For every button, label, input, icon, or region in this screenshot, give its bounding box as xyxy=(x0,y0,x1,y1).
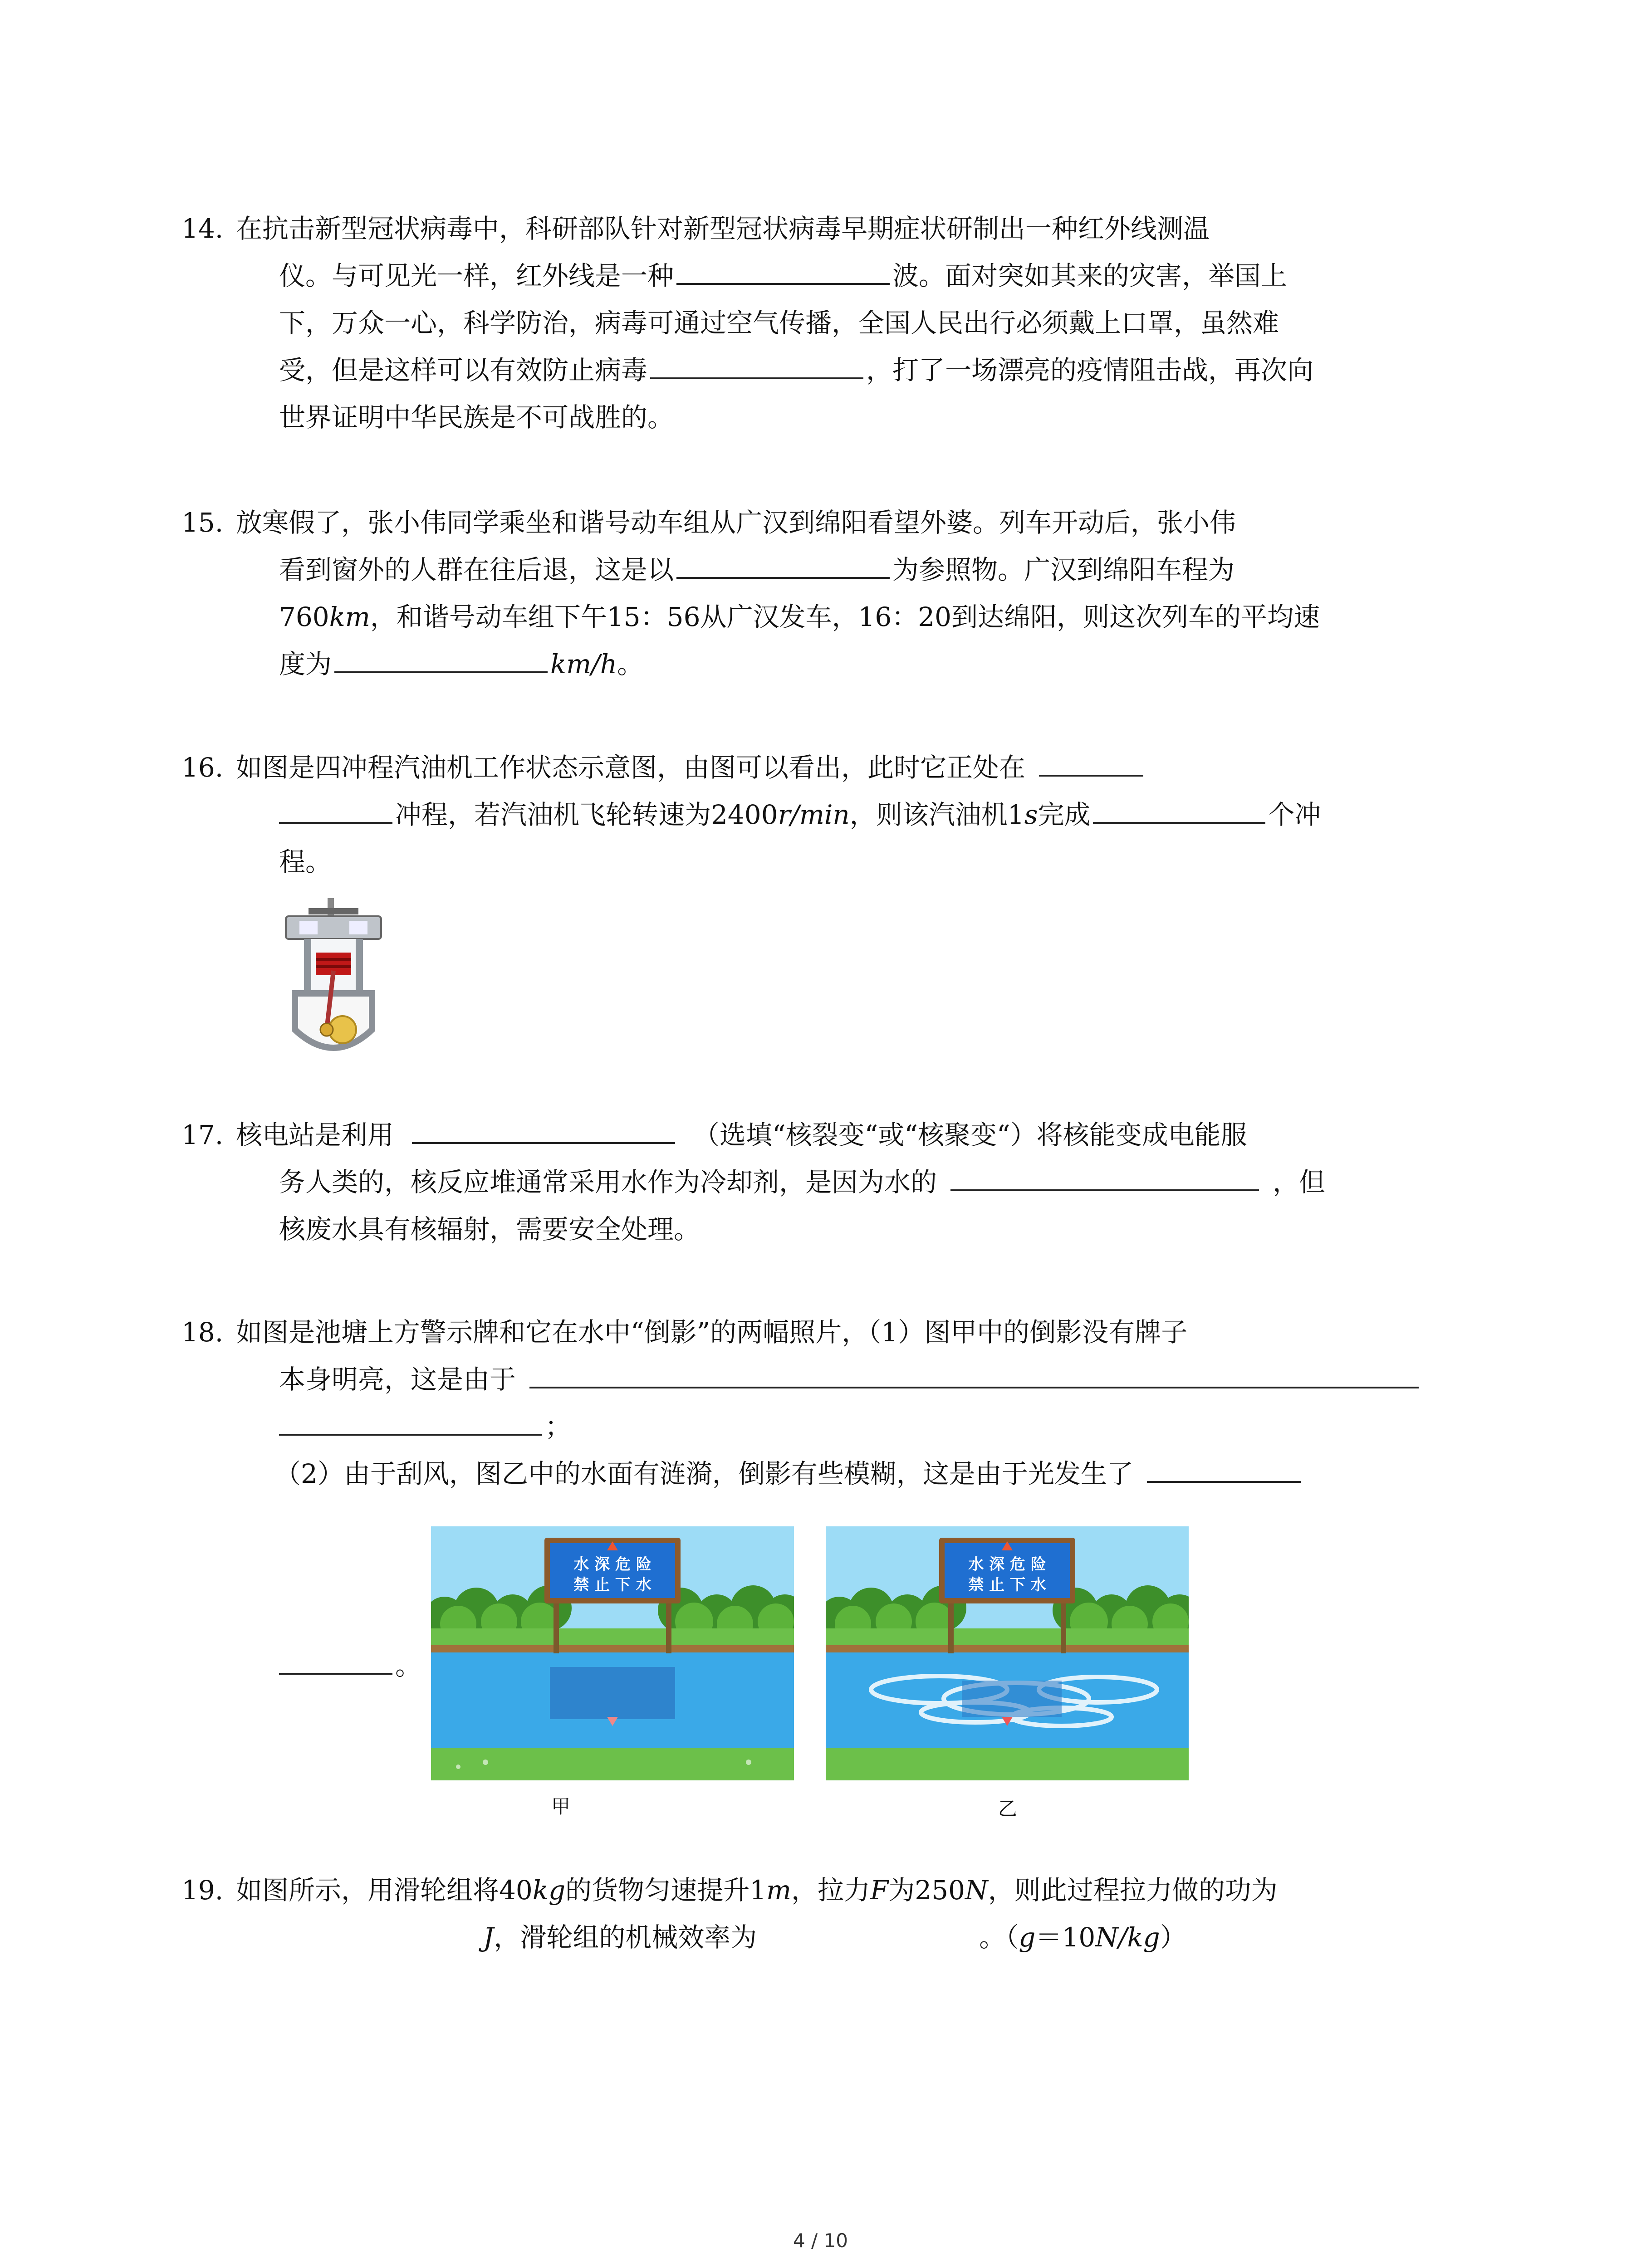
text-line: （2）由于刮风，图乙中的水面有涟漪，倒影有些模糊，这是由于光发生了 xyxy=(274,1450,1452,1497)
sign-text-line2: 禁 止 下 水 xyxy=(968,1576,1046,1594)
text-line: 本身明亮，这是由于 xyxy=(279,1356,1452,1403)
answer-blank[interactable] xyxy=(676,549,890,579)
question-15 xyxy=(181,499,1452,688)
sign-text-line1: 水 深 危 险 xyxy=(968,1555,1046,1574)
answer-blank[interactable] xyxy=(529,1359,1419,1388)
question-19 xyxy=(181,1867,1452,1961)
text-line: 程。 xyxy=(279,846,332,877)
question-number: 17. xyxy=(181,1119,224,1150)
question-18 xyxy=(181,1309,1452,1497)
question-number: 16. xyxy=(181,752,224,783)
text-line: 在抗击新型冠状病毒中，科研部队针对新型冠状病毒早期症状研制出一种红外线测温 xyxy=(236,213,1210,244)
text-line: 放寒假了，张小伟同学乘坐和谐号动车组从广汉到绵阳看望外婆。列车开动后，张小伟 xyxy=(236,507,1236,538)
answer-blank[interactable] xyxy=(676,255,890,285)
question-number: 19. xyxy=(181,1875,224,1906)
text-line: 仪。与可见光一样，红外线是一种 波。面对突如其来的灾害，举国上 xyxy=(279,252,1452,299)
answer-blank[interactable] xyxy=(334,643,548,673)
answer-blank[interactable] xyxy=(1093,794,1265,824)
answer-blank[interactable] xyxy=(279,794,392,824)
question-number: 18. xyxy=(181,1317,224,1348)
text-line: 760km，和谐号动车组下午15：56从广汉发车，16：20到达绵阳，则这次列车的平均速 xyxy=(279,601,1320,632)
answer-blank[interactable] xyxy=(650,349,863,379)
answer-blank[interactable] xyxy=(279,1645,392,1675)
text-line: 看到窗外的人群在往后退，这是以 为参照物。广汉到绵阳车程为 xyxy=(279,546,1452,593)
text-line: 如图是池塘上方警示牌和它在水中“倒影”的两幅照片，（1）图甲中的倒影没有牌子 xyxy=(236,1317,1188,1348)
pond-photo-right xyxy=(826,1526,1189,1780)
text-line: 度为 km/h。 xyxy=(279,640,1452,688)
question-14 xyxy=(181,205,1452,441)
question-16 xyxy=(181,744,1452,885)
figure-caption-left: 甲 xyxy=(551,1795,571,1818)
answer-blank[interactable] xyxy=(279,1406,542,1436)
text-line: J，滑轮组的机械效率为 。（g＝10N/kg） xyxy=(483,1922,1186,1953)
text-line: 核电站是利用 （选填“核裂变“或“核聚变“）将核能变成电能服 xyxy=(236,1111,1452,1158)
sign-text-line2: 禁 止 下 水 xyxy=(573,1576,652,1594)
text-line: 如图是四冲程汽油机工作状态示意图，由图可以看出，此时它正处在 xyxy=(236,744,1452,791)
text-line: 。 xyxy=(279,1642,1452,1689)
sign-text-line1: 水 深 危 险 xyxy=(573,1555,652,1574)
figure-caption-right: 乙 xyxy=(998,1798,1018,1820)
text-line: 冲程，若汽油机飞轮转速为2400r/min，则该汽油机1s完成 个冲 xyxy=(279,791,1452,838)
text-line: 下，万众一心，科学防治，病毒可通过空气传播，全国人民出行必须戴上口罩，虽然难 xyxy=(279,308,1279,338)
answer-blank[interactable] xyxy=(1147,1453,1301,1483)
question-number: 14. xyxy=(181,213,224,244)
question-number: 15. xyxy=(181,507,224,538)
text-line: 务人类的，核反应堆通常采用水作为冷却剂，是因为水的 ，但 xyxy=(279,1158,1452,1206)
question-17 xyxy=(181,1111,1452,1253)
text-line: ； xyxy=(279,1403,1452,1450)
answer-blank[interactable] xyxy=(950,1161,1259,1191)
text-line: 核废水具有核辐射，需要安全处理。 xyxy=(279,1214,700,1245)
text-line: 世界证明中华民族是不可战胜的。 xyxy=(279,402,674,433)
text-line: 如图所示，用滑轮组将40kg的货物匀速提升1m，拉力F为250N，则此过程拉力做的功为 xyxy=(236,1875,1278,1906)
engine-diagram xyxy=(277,898,390,1066)
page-number: 4 / 10 xyxy=(793,2229,848,2252)
answer-blank[interactable] xyxy=(412,1114,675,1144)
pond-photo-left xyxy=(431,1526,794,1780)
answer-blank[interactable] xyxy=(1039,747,1143,777)
text-line: 受，但是这样可以有效防止病毒 ，打了一场漂亮的疫情阻击战，再次向 xyxy=(279,347,1452,394)
